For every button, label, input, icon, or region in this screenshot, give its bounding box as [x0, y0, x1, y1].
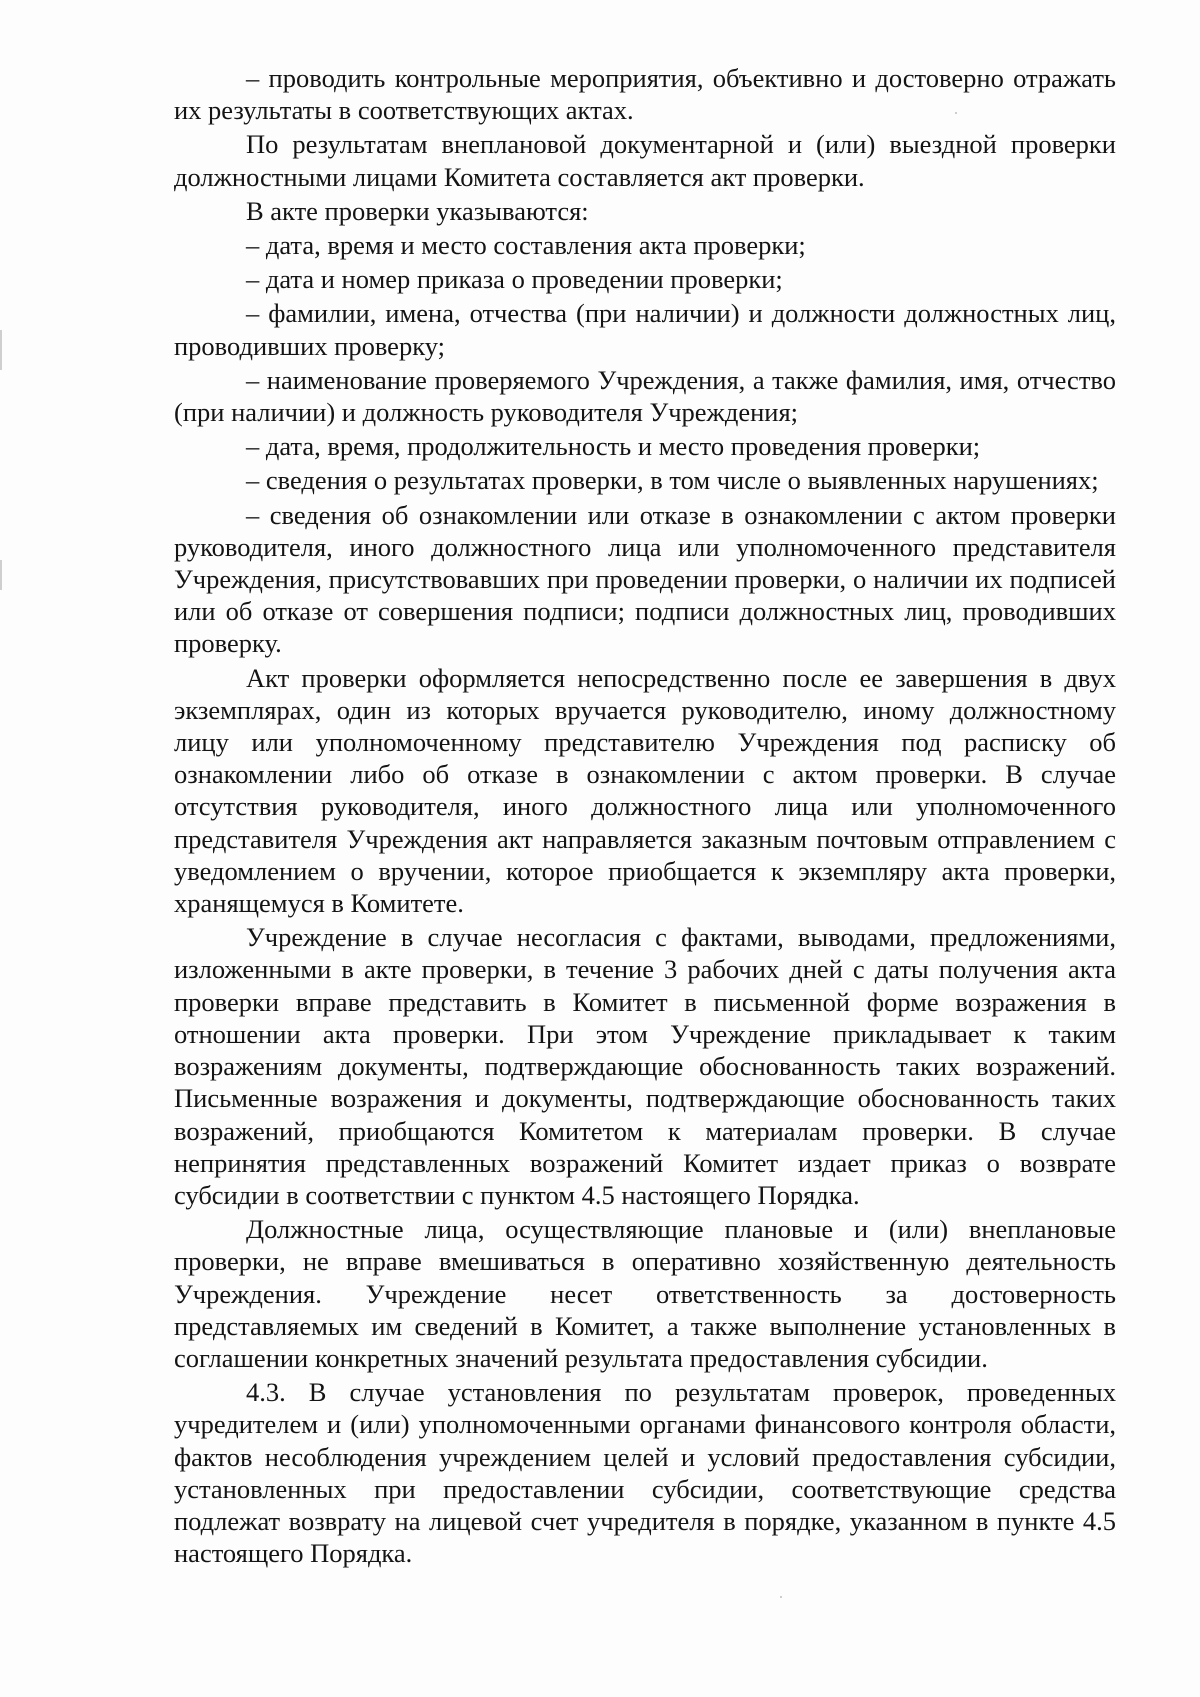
clause-4-3: 4.3. В случае установления по результатам проверок, проведенных учредителем и (или) уполномоченными органами финансового контроля области, фактов несоблюдения учреждением целей и условий предоставления субсидии, установленных при предоставлении субсидии, соответствующие средства подлежат возврату на лицевой счет учредителя в порядке, указанном в пункте 4.5 настоящего Порядка. [174, 1377, 1116, 1569]
list-item-duration: – дата, время, продолжительность и место проведения проверки; [246, 431, 981, 462]
paragraph-act-copies: Акт проверки оформляется непосредственно после ее завершения в двух экземплярах, один из которых вручается руководителю, иному должностному лицу или уполномоченному представителю Учреждения под расписку об ознакомлении либо об отказе в ознакомлении с актом проверки. В случае отсутствия руководителя, иного должностного лица или уполномоченного представителя Учреждения акт направляется заказным почтовым отправлением с уведомлением о вручении, которое приобщается к экземпляру акта проверки, хранящемуся в Комитете. [174, 662, 1116, 919]
list-item-controls: – проводить контрольные мероприятия, объективно и достоверно отражать их результаты в соответствующих актах. [174, 63, 1116, 126]
list-item-acknowledgement: – сведения об ознакомлении или отказе в ознакомлении с актом проверки руководителя, иного должностного лица или уполномоченного представителя Учреждения, присутствовавших при проведении проверки, о наличии их подписей или об отказе от совершения подписи; подписи должностных лиц, проводивших проверку. [174, 499, 1116, 659]
list-item-inspectors: – фамилии, имена, отчества (при наличии) и должности должностных лиц, проводивших проверку; [174, 298, 1116, 361]
list-item-results: – сведения о результатах проверки, в том числе о выявленных нарушениях; [246, 465, 1099, 496]
scan-edge-mark [0, 560, 2, 590]
paragraph-act-contents-intro: В акте проверки указываются: [246, 195, 589, 226]
paragraph-officials: Должностные лица, осуществляющие плановые и (или) внеплановые проверки, не вправе вмешиваться в оперативно хозяйственную деятельность Учреждения. Учреждение несет ответственность за достоверность представляемых им сведений в Комитет, а также выполнение установленных в соглашении конкретных значений результата предоставления субсидии. [174, 1214, 1116, 1373]
list-item-order: – дата и номер приказа о проведении проверки; [246, 264, 783, 295]
scan-edge-mark [0, 330, 2, 370]
list-item-institution: – наименование проверяемого Учреждения, а также фамилия, имя, отчество (при наличии) и должность руководителя Учреждения; [174, 364, 1116, 428]
paragraph-act-drawn: По результатам внеплановой документарной и (или) выездной проверки должностными лицами Комитета составляется акт проверки. [174, 129, 1116, 192]
list-item-date-place: – дата, время и место составления акта проверки; [246, 230, 806, 261]
document-body [174, 62, 1116, 1569]
paragraph-objections: Учреждение в случае несогласия с фактами, выводами, предложениями, изложенными в акте проверки, в течение 3 рабочих дней с даты получения акта проверки вправе представить в Комитет в письменной форме возражения в отношении акта проверки. При этом Учреждение прикладывает к таким возражениям документы, подтверждающие обоснованность таких возражений. Письменные возражения и документы, подтверждающие обоснованность таких возражений, приобщаются Комитетом к материалам проверки. В случае непринятия представленных возражений Комитет издает приказ о возврате субсидии в соответствии с пунктом 4.5 настоящего Порядка. [174, 922, 1116, 1210]
scan-speck [780, 1596, 782, 1598]
